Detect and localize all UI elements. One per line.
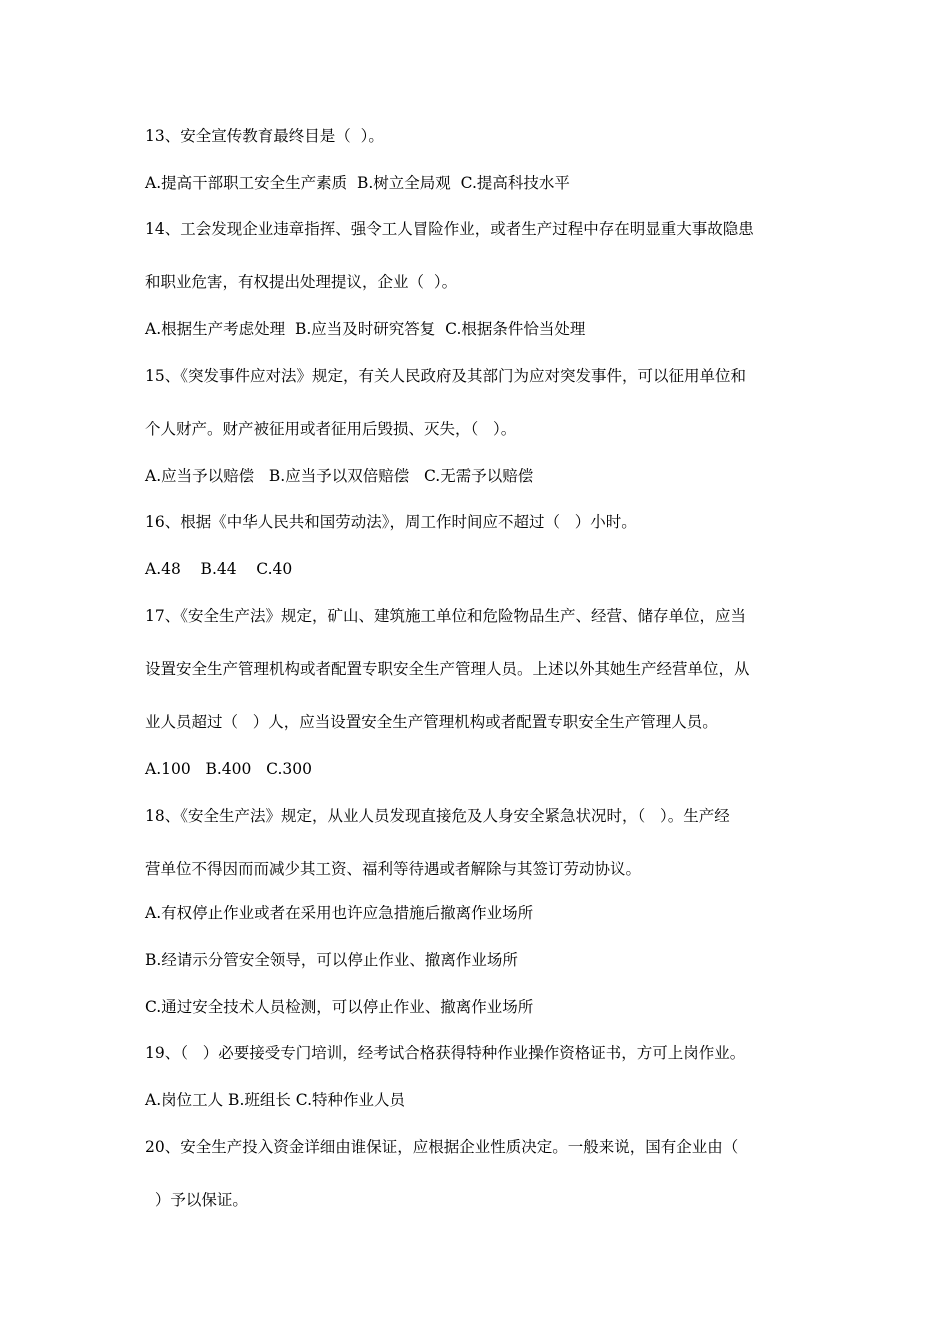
question-17-options: A.100 B.400 C.300 <box>145 760 312 778</box>
question-16-options: A.48 B.44 C.40 <box>145 560 293 578</box>
question-14-options: A.根据生产考虑处理 B.应当及时研究答复 C.根据条件恰当处理 <box>145 320 586 338</box>
question-17-line-1: 17、《安全生产法》规定，矿山、建筑施工单位和危险物品生产、经营、储存单位，应当 <box>145 607 746 625</box>
question-19: 19、（ ）必要接受专门培训，经考试合格获得特种作业操作资格证书，方可上岗作业。 <box>145 1044 746 1062</box>
question-14-line-1: 14、工会发现企业违章指挥、强令工人冒险作业，或者生产过程中存在明显重大事故隐患 <box>145 220 754 238</box>
question-18-option-b: B.经请示分管安全领导，可以停止作业、撤离作业场所 <box>145 951 518 969</box>
question-18-line-2: 营单位不得因而而减少其工资、福利等待遇或者解除与其签订劳动协议。 <box>145 860 642 878</box>
question-18-option-c: C.通过安全技术人员检测，可以停止作业、撤离作业场所 <box>145 998 534 1016</box>
question-20-line-2: ）予以保证。 <box>145 1191 248 1209</box>
question-18-line-1: 18、《安全生产法》规定，从业人员发现直接危及人身安全紧急状况时，（ ）。生产经 <box>145 807 730 825</box>
question-13: 13、安全宣传教育最终目是（ ）。 <box>145 127 384 145</box>
question-15-options: A.应当予以赔偿 B.应当予以双倍赔偿 C.无需予以赔偿 <box>145 467 534 485</box>
question-20-line-1: 20、安全生产投入资金详细由谁保证，应根据企业性质决定。一般来说，国有企业由（ <box>145 1138 739 1156</box>
question-14-line-2: 和职业危害，有权提出处理提议，企业（ ）。 <box>145 273 458 291</box>
question-15-line-2: 个人财产。财产被征用或者征用后毁损、灭失，（ ）。 <box>145 420 517 438</box>
question-17-line-3: 业人员超过（ ）人，应当设置安全生产管理机构或者配置专职安全生产管理人员。 <box>145 713 718 731</box>
question-16: 16、根据《中华人民共和国劳动法》，周工作时间应不超过（ ）小时。 <box>145 513 637 531</box>
question-17-line-2: 设置安全生产管理机构或者配置专职安全生产管理人员。上述以外其她生产经营单位，从 <box>145 660 750 678</box>
question-13-options: A.提高干部职工安全生产素质 B.树立全局观 C.提高科技水平 <box>145 174 570 192</box>
question-19-options: A.岗位工人 B.班组长 C.特种作业人员 <box>145 1091 406 1109</box>
question-18-option-a: A.有权停止作业或者在采用也许应急措施后撤离作业场所 <box>145 904 534 922</box>
question-15-line-1: 15、《突发事件应对法》规定，有关人民政府及其部门为应对突发事件，可以征用单位和 <box>145 367 746 385</box>
